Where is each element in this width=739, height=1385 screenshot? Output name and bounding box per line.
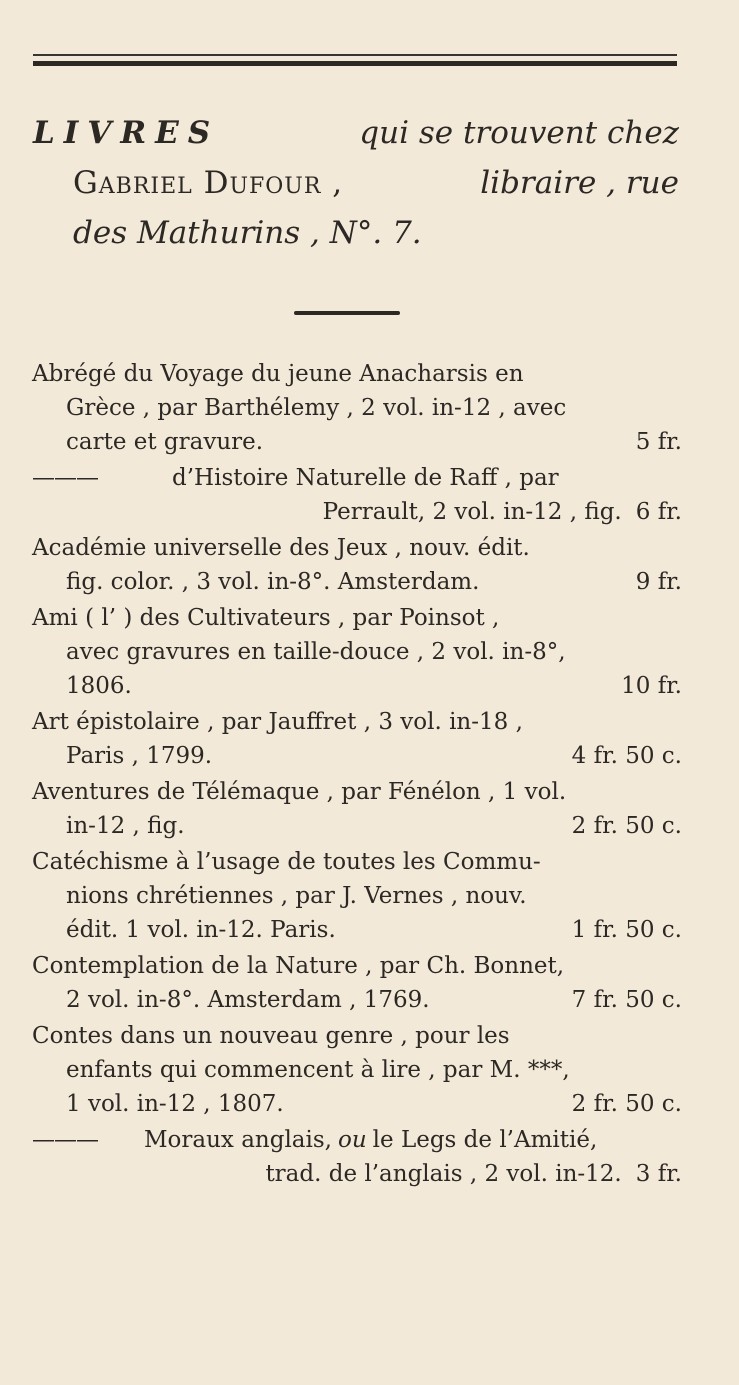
bookseller-address: des Mathurins , N°. 7. [73,215,422,251]
entry-price-line [32,983,682,1017]
list-item [32,1123,682,1191]
catalogue-heading [33,108,679,258]
entry-line: Abrégé du Voyage du jeune Anacharsis en [32,361,524,387]
entry-text: trad. de l’anglais , 2 vol. in-12. [265,1161,622,1187]
entry-line: Catéchisme à l’usage de toutes les Commu- [32,849,541,875]
entry-price: 2 fr. 50 c. [571,813,682,839]
heading-line-1 [33,108,679,158]
bookseller-name: Gabriel Dufour , [73,165,344,201]
entry-text: Paris , 1799. [66,743,213,769]
list-item [32,461,682,529]
entry-text-italic: ou [338,1127,367,1153]
heading-livres: LIVRES [33,115,220,151]
entry-price: 2 fr. 50 c. [571,1091,682,1117]
list-item [32,845,682,947]
list-item [32,1019,682,1121]
entry-price: 10 fr. [621,673,682,699]
list-item [32,531,682,599]
entry-text: carte et gravure. [66,429,264,455]
entry-line: Grèce , par Barthélemy , 2 vol. in-12 , avec [66,395,567,421]
entry-line: Art épistolaire , par Jauffret , 3 vol. in-18 , [32,709,523,735]
list-item [32,601,682,703]
ornamental-rule [294,311,400,315]
book-list [32,357,682,1193]
entry-price-line [32,495,682,529]
entry-text: 1 vol. in-12 , 1807. [66,1091,284,1117]
ditto-dash: ——— [32,1127,98,1153]
top-rule-thin [33,54,677,56]
entry-price-line [32,1157,682,1191]
entry-line: Contemplation de la Nature , par Ch. Bonnet, [32,953,565,979]
entry-price-line [32,739,682,773]
entry-text: édit. 1 vol. in-12. Paris. [66,917,336,943]
entry-price-line [32,669,682,703]
entry-line: Contes dans un nouveau genre , pour les [32,1023,510,1049]
entry-line: nions chrétiennes , par J. Vernes , nouv. [66,883,527,909]
entry-price-line [32,913,682,947]
heading-line-2 [33,158,679,208]
entry-text: 1806. [66,673,132,699]
entry-price-line [32,1087,682,1121]
entry-text: fig. color. , 3 vol. in-8°. Amsterdam. [66,569,480,595]
entry-text: in-12 , fig. [66,813,185,839]
list-item [32,775,682,843]
ditto-dash: ——— [32,465,98,491]
entry-text: le Legs de l’Amitié, [372,1127,598,1153]
entry-text: 2 vol. in-8°. Amsterdam , 1769. [66,987,430,1013]
heading-line-2-rest: libraire , rue [480,165,679,201]
entry-text: d’Histoire Naturelle de Raff , par [172,465,559,491]
entry-price: 5 fr. [635,429,682,455]
entry-price: 3 fr. [635,1161,682,1187]
top-rule-thick [33,61,677,66]
entry-price: 9 fr. [635,569,682,595]
entry-price-line [32,565,682,599]
entry-line: avec gravures en taille-douce , 2 vol. in-8°, [66,639,566,665]
entry-price-line [32,425,682,459]
entry-line: enfants qui commencent à lire , par M. ***, [66,1057,570,1083]
entry-price: 1 fr. 50 c. [571,917,682,943]
entry-line [32,461,682,495]
entry-text: Moraux anglais, [144,1127,332,1153]
list-item [32,949,682,1017]
entry-line: Ami ( l’ ) des Cultivateurs , par Poinsot , [32,605,500,631]
entry-text: Perrault, 2 vol. in-12 , fig. [322,499,622,525]
heading-line-1-rest: qui se trouvent chez [359,115,679,151]
list-item [32,705,682,773]
entry-price: 7 fr. 50 c. [571,987,682,1013]
entry-line: Aventures de Télémaque , par Fénélon , 1 vol. [32,779,567,805]
entry-price: 4 fr. 50 c. [571,743,682,769]
list-item [32,357,682,459]
entry-price: 6 fr. [635,499,682,525]
entry-line: Académie universelle des Jeux , nouv. édit. [32,535,530,561]
entry-price-line [32,809,682,843]
entry-line [32,1123,682,1157]
